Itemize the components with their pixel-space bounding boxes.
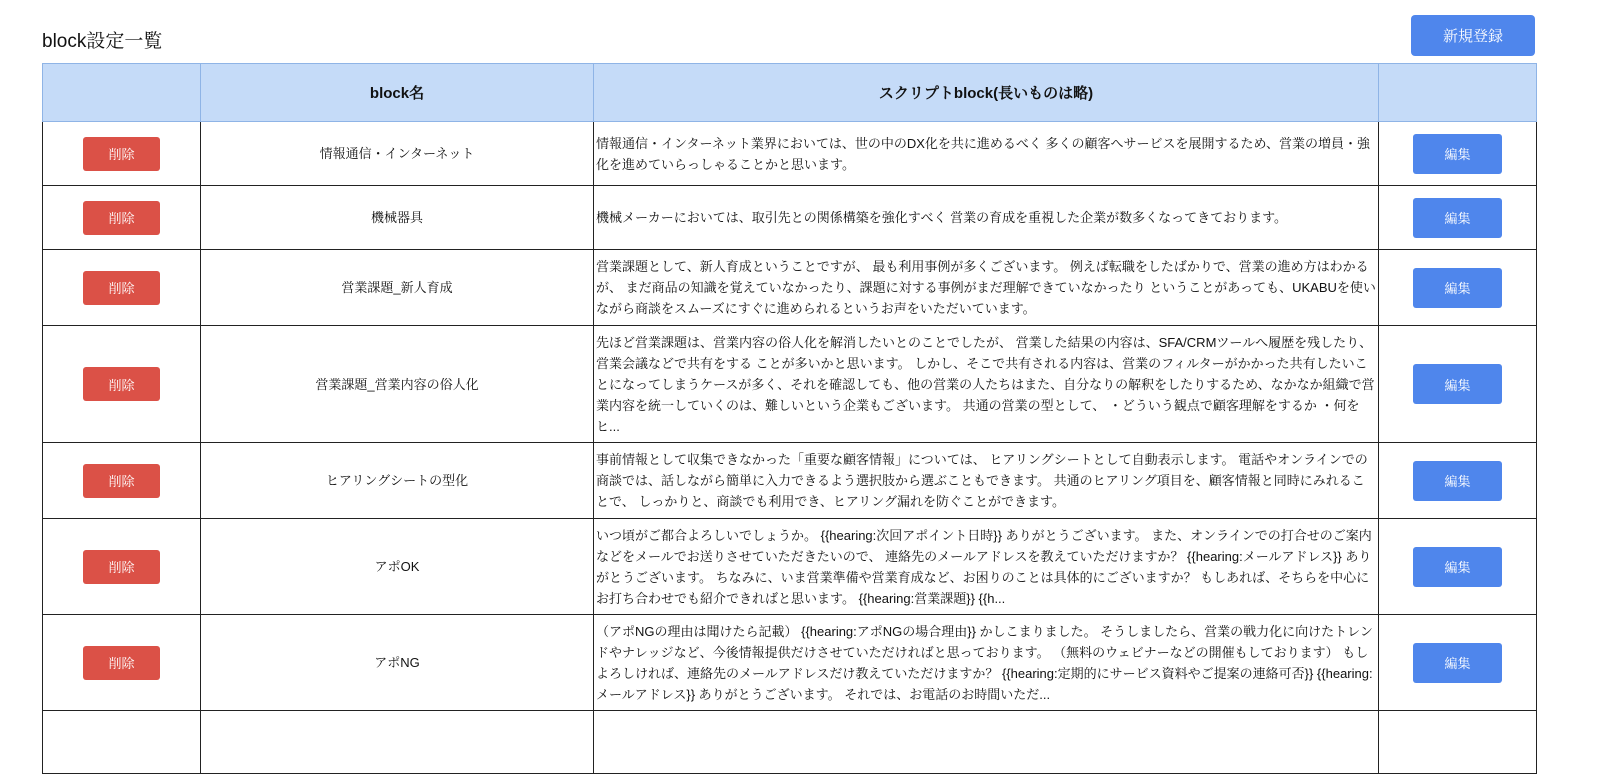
block-name: 営業課題_新人育成 — [201, 250, 594, 326]
header-actions-left — [43, 64, 201, 122]
edit-button[interactable]: 編集 — [1413, 643, 1502, 683]
edit-cell — [1379, 186, 1537, 250]
edit-button[interactable]: 編集 — [1413, 547, 1502, 587]
edit-button[interactable]: 編集 — [1413, 268, 1502, 308]
script-block: 先ほど営業課題は、営業内容の俗人化を解消したいとのことでしたが、 営業した結果の内容は、SFA/CRMツールへ履歴を残したり、営業会議などで共有をする ことが多いかと思います。 しかし、そこで共有される内容は、営業のフィルターがかかった共有したいことになってしまうケースが多く、それを確認しても、他の営業の人たちはまた、自分なりの解釈をしたりするため、なかなか組織で営業内容を統一していくのは、難しいという企業もございます。 共通の営業の型として、 ・どういう観点で顧客理解をするか ・何をヒ... — [594, 326, 1379, 443]
edit-button[interactable]: 編集 — [1413, 461, 1502, 501]
edit-button[interactable]: 編集 — [1413, 364, 1502, 404]
edit-cell — [1379, 443, 1537, 519]
script-block: （アポNGの理由は聞けたら記載） {{hearing:アポNGの場合理由}} かしこまりました。 そうしましたら、営業の戦力化に向けたトレンドやナレッジなど、今後情報提供だけさせていただければと思っております。 （無料のウェビナーなどの開催もしております） もしよろしければ、連絡先のメールアドレスだけ教えていただけますか？ {{hearing:定期的にサービス資料やご提案の連絡可否}} {{hearing:メールアドレス}} ありがとうございます。 それでは、お電話のお時間いただ... — [594, 615, 1379, 711]
delete-button[interactable]: 削除 — [83, 137, 160, 171]
delete-cell — [43, 122, 201, 186]
delete-cell — [43, 519, 201, 615]
script-block: 機械メーカーにおいては、取引先との関係構築を強化すべく 営業の育成を重視した企業が数多くなってきております。 — [594, 186, 1379, 250]
delete-button[interactable]: 削除 — [83, 271, 160, 305]
table-row — [43, 250, 1537, 326]
delete-button[interactable]: 削除 — [83, 550, 160, 584]
edit-cell — [1379, 326, 1537, 443]
block-table — [42, 63, 1537, 774]
table-row — [43, 326, 1537, 443]
table-row — [43, 615, 1537, 711]
block-name: アポOK — [201, 519, 594, 615]
edit-cell — [1379, 519, 1537, 615]
new-registration-button[interactable]: 新規登録 — [1411, 15, 1535, 56]
table-row — [43, 443, 1537, 519]
block-name: 機械器具 — [201, 186, 594, 250]
delete-cell — [43, 250, 201, 326]
delete-cell — [43, 443, 201, 519]
script-block: いつ頃がご都合よろしいでしょうか。 {{hearing:次回アポイント日時}} ありがとうございます。 また、オンラインでの打合せのご案内などをメールでお送りさせていただきたいので、 連絡先のメールアドレスを教えていただけますか？ {{hearing:メールアドレス}} ありがとうございます。 ちなみに、いま営業準備や営業育成など、お困りのことは具体的にございますか？ もしあれば、そちらを中心にお打ち合わせでも紹介できればと思います。 {{hearing:営業課題}} {{h... — [594, 519, 1379, 615]
header-script-block: スクリプトblock(長いものは略) — [594, 64, 1379, 122]
delete-cell — [43, 326, 201, 443]
block-name: アポNG — [201, 615, 594, 711]
script-block: 営業課題として、新人育成ということですが、 最も利用事例が多くございます。 例えば転職をしたばかりで、営業の進め方はわかるが、 まだ商品の知識を覚えていなかったり、課題に対する事例がまだ理解できていなかったり ということがあっても、UKABUを使いながら商談をスムーズにすぐに進められるというお声をいただいています。 — [594, 250, 1379, 326]
delete-button[interactable]: 削除 — [83, 464, 160, 498]
edit-cell — [1379, 615, 1537, 711]
edit-cell — [1379, 122, 1537, 186]
block-name: ヒアリングシートの型化 — [201, 443, 594, 519]
header-block-name: block名 — [201, 64, 594, 122]
delete-button[interactable]: 削除 — [83, 201, 160, 235]
header-actions-right — [1379, 64, 1537, 122]
delete-cell — [43, 615, 201, 711]
edit-button[interactable]: 編集 — [1413, 134, 1502, 174]
script-block: 事前情報として収集できなかった「重要な顧客情報」については、 ヒアリングシートとして自動表示します。 電話やオンラインでの商談では、話しながら簡単に入力できるよう選択肢から選ぶこともできます。 共通のヒアリング項目を、顧客情報と同時にみれることで、 しっかりと、商談でも利用でき、ヒアリング漏れを防ぐことができます。 — [594, 443, 1379, 519]
delete-button[interactable]: 削除 — [83, 367, 160, 401]
block-name: 営業課題_営業内容の俗人化 — [201, 326, 594, 443]
script-block: 情報通信・インターネット業界においては、世の中のDX化を共に進めるべく 多くの顧客へサービスを展開するため、営業の増員・強化を進めていらっしゃることかと思います。 — [594, 122, 1379, 186]
block-name: 情報通信・インターネット — [201, 122, 594, 186]
table-header — [43, 64, 1537, 122]
delete-cell — [43, 186, 201, 250]
edit-button[interactable]: 編集 — [1413, 198, 1502, 238]
table-row — [43, 122, 1537, 186]
table-row — [43, 186, 1537, 250]
edit-cell — [1379, 250, 1537, 326]
page-title: block設定一覧 — [42, 31, 163, 52]
delete-button[interactable]: 削除 — [83, 646, 160, 680]
table-row — [43, 519, 1537, 615]
